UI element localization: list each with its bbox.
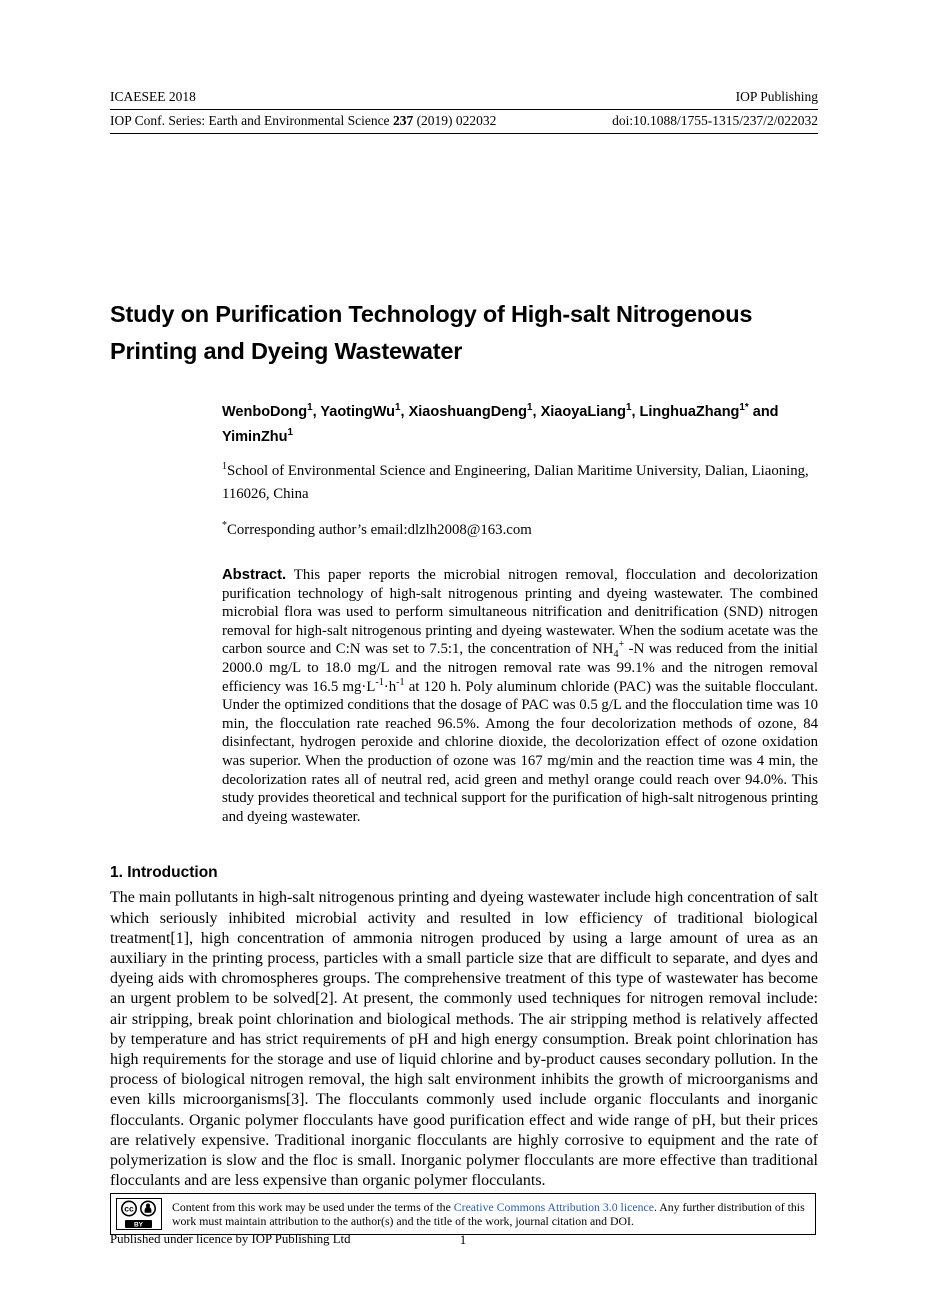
abstract	[222, 566, 818, 826]
corresponding-author	[222, 519, 818, 542]
corresponding-marker: *	[222, 520, 228, 532]
license-notice	[172, 1200, 807, 1229]
section-heading-introduction: 1. Introduction	[110, 864, 218, 882]
cc-by-badge-icon	[116, 1198, 162, 1230]
author-name: YaotingWu	[320, 404, 396, 420]
svg-text:cc: cc	[124, 1203, 134, 1214]
author	[320, 404, 408, 420]
author-marker: 1	[307, 402, 313, 414]
header-rule-bottom	[110, 133, 818, 134]
journal-header	[110, 88, 818, 134]
license-notice-pre: Content from this work may be used under the terms of the	[172, 1199, 454, 1214]
page-content	[110, 0, 818, 1191]
abstract-segment: -N was reduced from the initial 2000.0 mg/L to 18.0 mg/L and the nitrogen removal rate was 99.1% and the nitrogen removal efficiency was 16.5 mg·L	[222, 641, 818, 695]
abstract-superscript: -1	[396, 676, 405, 688]
journal-citation-suffix: (2019) 022032	[413, 113, 497, 128]
published-line: Published under licence by IOP Publishing Ltd	[110, 1232, 351, 1246]
introduction-paragraph: The main pollutants in high-salt nitrogenous printing and dyeing wastewater include high concentration of salt which seriously inhibited microbial activity and resulted in low efficiency of traditional biological treatment[1], high concentration of ammonia nitrogen produced by using a large amount of urea as an auxiliary in the printing process, particles with a small particle size that are difficult to separate, and dyes and dyeing aids with chromospheres groups. The comprehensive treatment of this type of wastewater has become an urgent problem to be solved[2]. At present, the commonly used techniques for nitrogen removal include: air stripping, break point chlorination and biological methods. The air stripping method is relatively affected by temperature and has strict requirements of pH and high energy consumption. Break point chlorination has high requirements for the storage and use of liquid chlorine and by-product causes secondary pollution. In the process of biological nitrogen removal, the high salt environment inhibits the growth of microorganisms and even kills microorganisms[3]. The flocculants commonly used include organic flocculants and inorganic flocculants. Organic polymer flocculants have good purification effect and wide range of pH, but their prices are relatively expensive. Traditional inorganic flocculants are highly corrosive to equipment and the rate of polymerization is slow and the floc is small. Inorganic polymer flocculants are more effective than traditional flocculants and are less expensive than organic polymer flocculants.	[110, 889, 818, 1190]
header-line-1	[110, 88, 818, 106]
svg-text:BY: BY	[133, 1221, 144, 1229]
author-name: YiminZhu	[222, 429, 288, 445]
author	[541, 404, 640, 420]
author-separator: ,	[400, 404, 409, 420]
creative-commons-link[interactable]: Creative Commons Attribution 3.0 licence	[453, 1199, 654, 1214]
author	[222, 429, 293, 445]
journal-volume: 237	[392, 113, 414, 128]
author-name: LinghuaZhang	[639, 404, 740, 420]
author-name: XiaoyaLiang	[540, 404, 626, 420]
author-separator: ,	[532, 404, 541, 420]
author-separator: and	[748, 404, 779, 420]
author	[222, 404, 320, 420]
page-number: 1	[459, 1232, 467, 1247]
abstract-label: Abstract.	[222, 567, 287, 583]
author-marker: 1	[395, 402, 401, 414]
publisher-name: IOP Publishing	[735, 89, 818, 104]
abstract-superscript: +	[618, 639, 625, 651]
authors-line	[222, 400, 818, 450]
affiliation-text: School of Environmental Science and Engineering, Dalian Maritime University, Dalian, Liaoning, 116026, China	[222, 463, 809, 502]
doi-text: doi:10.1088/1755-1315/237/2/022032	[612, 113, 818, 128]
conference-name: ICAESEE 2018	[110, 89, 196, 104]
author-separator: ,	[631, 404, 640, 420]
affiliation-marker: 1	[222, 461, 228, 473]
author-separator: ,	[312, 404, 321, 420]
author-marker: 1	[287, 427, 293, 439]
abstract-segment: ·h	[383, 678, 397, 695]
author-name: XiaoshuangDeng	[408, 404, 528, 420]
journal-citation	[110, 113, 496, 129]
header-rule-top	[110, 109, 818, 110]
abstract-segment: This paper reports the microbial nitrogen removal, flocculation and decolorization purification technology of high-salt nitrogenous printing and dyeing wastewater. The combined microbial flora was used to perform simultaneous nitrification and denitrification (SND) nitrogen removal for high-salt nitrogenous printing and dyeing wastewater. When the sodium acetate was the carbon source and C:N was set to 7.5:1, the concentration of NH	[222, 567, 819, 658]
license-box	[110, 1193, 816, 1235]
author	[640, 404, 779, 420]
abstract-superscript: -1	[375, 676, 384, 688]
journal-citation-prefix: IOP Conf. Series: Earth and Environmental Science	[110, 113, 393, 128]
author-name: WenboDong	[222, 404, 308, 420]
author-marker: 1*	[739, 402, 749, 414]
author-marker: 1	[527, 402, 533, 414]
header-line-2	[110, 112, 818, 130]
abstract-segment: at 120 h. Poly aluminum chloride (PAC) was the suitable flocculant. Under the optimized conditions that the dosage of PAC was 0.5 g/L and the flocculation time was 10 min, the flocculation rate reached 96.5%. Among the four decolorization methods of ozone, 84 disinfectant, hydrogen peroxide and chlorine dioxide, the decolorization effect of ozone oxidation was superior. When the production of ozone was 167 mg/min and the reaction time was 4 min, the decolorization rates all of neutral red, acid green and methyl orange could reach over 94.0%. This study provides theoretical and technical support for the purification of high-salt nitrogenous printing and dyeing wastewater.	[222, 678, 818, 825]
author-marker: 1	[626, 402, 632, 414]
abstract-subscript: 4	[613, 649, 619, 661]
paper-title: Study on Purification Technology of High-salt Nitrogenous Printing and Dyeing Wastewater	[110, 301, 753, 364]
author	[409, 404, 541, 420]
corresponding-text: Corresponding author’s email:dlzlh2008@163.com	[227, 522, 532, 538]
affiliation	[222, 460, 818, 506]
license-notice-post: . Any further distribution of this work must maintain attribution to the author(s) and the title of the work, journal citation and DOI.	[172, 1199, 805, 1228]
